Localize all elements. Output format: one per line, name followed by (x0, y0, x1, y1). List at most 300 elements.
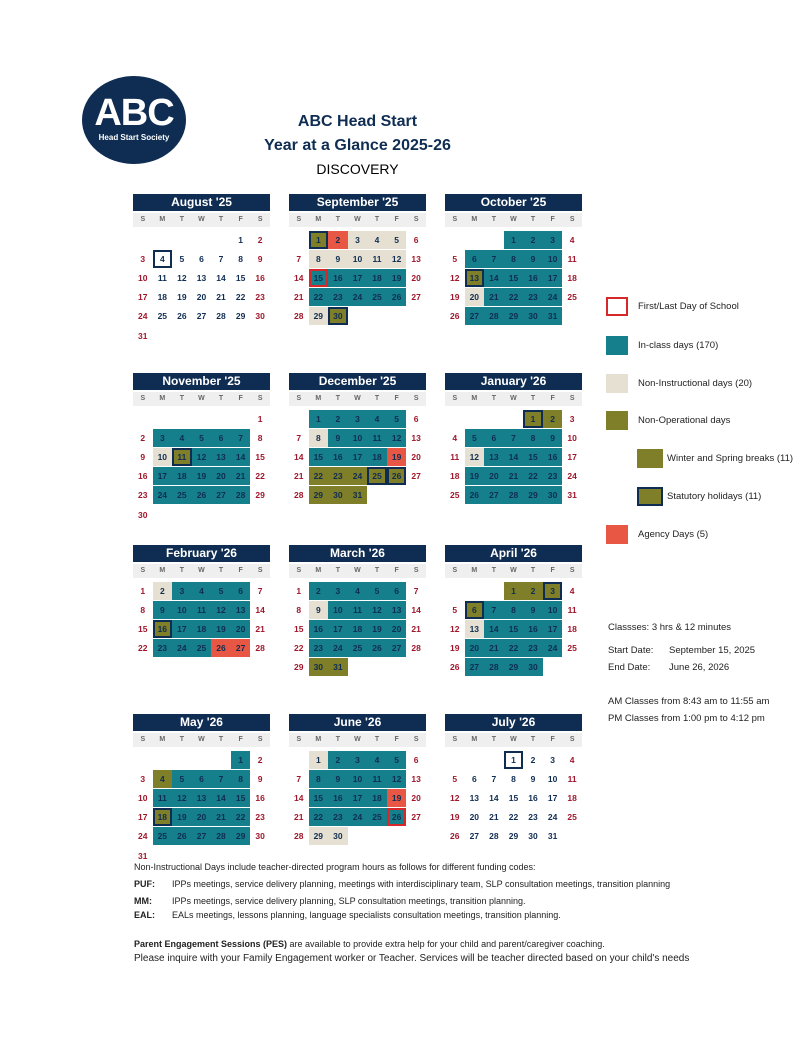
calendar-day: 23 (523, 639, 543, 657)
end-date-row (608, 662, 729, 673)
weekday-label: T (218, 567, 224, 574)
calendar-day: 31 (138, 330, 148, 341)
calendar-day: 23 (138, 490, 148, 501)
calendar-day: 25 (348, 639, 368, 657)
calendar-day: 6 (413, 235, 419, 245)
month-title: August '25 (133, 194, 270, 211)
weekday-label: M (159, 216, 166, 223)
calendar-day: 2 (309, 582, 329, 600)
calendar-day: 10 (547, 774, 558, 785)
calendar-day: 10 (348, 250, 368, 268)
weekday-label: W (354, 567, 361, 574)
calendar-day: 6 (413, 414, 419, 424)
calendar-day: 17 (348, 269, 368, 287)
weekday-header (133, 213, 270, 227)
calendar-day: 14 (211, 789, 231, 807)
calendar-day: 7 (484, 601, 504, 619)
calendar-day: 23 (328, 288, 348, 306)
calendar-day: 3 (153, 429, 173, 447)
calendar-day: 3 (543, 231, 563, 249)
calendar-day: 25 (450, 490, 460, 501)
calendar-day: 24 (138, 311, 148, 322)
day-grid (289, 751, 426, 865)
calendar-day: 26 (450, 662, 460, 673)
calendar-day: 1 (257, 414, 263, 424)
weekday-label: W (510, 736, 517, 743)
weekday-label: T (491, 736, 497, 743)
calendar-day: 12 (192, 448, 212, 466)
calendar-day: 30 (309, 658, 329, 676)
calendar-day: 20 (465, 639, 485, 657)
calendar-day: 8 (238, 254, 243, 265)
calendar-day: 11 (367, 250, 387, 268)
day-grid (289, 582, 426, 696)
calendar-day: 25 (567, 292, 577, 303)
legend-label: In-class days (170) (638, 340, 719, 351)
calendar-day: 30 (328, 307, 348, 325)
note-text: IPPs meetings, service delivery planning, meetings with interdisciplinary team, SLP consultation meetings, transition planning (172, 879, 671, 889)
start-date: September 15, 2025 (669, 645, 756, 656)
weekday-label: W (354, 216, 361, 223)
calendar-day: 15 (235, 273, 246, 284)
calendar-day: 17 (543, 269, 563, 287)
weekday-label: T (335, 736, 341, 743)
legend-label: Agency Days (5) (638, 529, 709, 540)
calendar-day: 17 (543, 620, 563, 638)
calendar-day: 25 (367, 467, 387, 485)
day-grid (445, 582, 582, 696)
calendar-day: 3 (328, 582, 348, 600)
calendar-day: 14 (216, 273, 226, 284)
calendar-day: 18 (192, 620, 212, 638)
calendar-day: 10 (348, 429, 368, 447)
calendar-day: 28 (489, 831, 499, 842)
end-date-label: End Date: (608, 662, 651, 673)
calendar-day: 25 (192, 639, 212, 657)
calendar-day: 10 (172, 601, 192, 619)
calendar-day: 19 (192, 467, 212, 485)
calendar-day: 18 (367, 448, 387, 466)
weekday-header (289, 733, 426, 747)
calendar-day: 17 (348, 448, 368, 466)
calendar-day: 9 (328, 770, 348, 788)
day-grid (445, 751, 582, 865)
note-text: IPPs meetings, service delivery planning, SLP consultation meetings, transition planning. (172, 896, 526, 906)
calendar-day: 21 (484, 639, 504, 657)
legend-swatch (606, 411, 628, 430)
calendar-day: 7 (211, 770, 231, 788)
calendar-day: 13 (211, 448, 231, 466)
calendar-day: 9 (530, 774, 536, 785)
pes-rest: are available to provide extra help for your child and parent/caregiver coaching. (287, 939, 605, 949)
calendar-day: 10 (138, 793, 148, 804)
calendar-day: 5 (179, 254, 185, 265)
calendar-day: 16 (523, 620, 543, 638)
calendar-day: 6 (484, 429, 504, 447)
calendar-day: 4 (569, 586, 575, 596)
calendar-day: 16 (138, 471, 148, 482)
calendar-day: 27 (196, 311, 207, 322)
calendar-day: 1 (309, 410, 329, 428)
calendar-day: 5 (387, 410, 407, 428)
calendar-day: 23 (309, 639, 329, 657)
calendar-day: 13 (465, 269, 485, 287)
calendar-day: 3 (172, 582, 192, 600)
calendar-day: 7 (296, 433, 302, 444)
legend-label: Winter and Spring breaks (11) (667, 453, 794, 464)
calendar-day: 19 (177, 292, 187, 303)
calendar-day: 27 (465, 658, 485, 676)
calendar-day: 11 (157, 273, 167, 284)
calendar-day: 9 (153, 601, 173, 619)
calendar-day: 1 (504, 582, 524, 600)
weekday-label: T (218, 736, 224, 743)
month-calendar (445, 714, 582, 865)
calendar-day: 9 (328, 429, 348, 447)
calendar-day: 13 (387, 601, 407, 619)
weekday-label: W (198, 736, 205, 743)
calendar-day: 26 (177, 311, 187, 322)
calendar-day: 14 (294, 793, 304, 804)
weekday-label: M (315, 216, 322, 223)
calendar-day: 11 (192, 601, 212, 619)
calendar-day: 14 (294, 452, 304, 463)
calendar-day: 8 (140, 605, 146, 616)
weekday-header (289, 564, 426, 578)
calendar-day: 28 (484, 658, 504, 676)
weekday-label: S (257, 216, 263, 223)
calendar-day: 26 (367, 639, 387, 657)
calendar-day: 3 (550, 755, 555, 765)
weekday-label: F (238, 395, 243, 402)
calendar-day: 30 (328, 827, 348, 845)
calendar-day: 22 (235, 292, 246, 303)
calendar-day: 4 (192, 582, 212, 600)
note-mm (134, 896, 526, 906)
weekday-label: F (550, 395, 555, 402)
calendar-day: 5 (211, 582, 231, 600)
weekday-label: W (354, 736, 361, 743)
calendar-day: 15 (309, 789, 329, 807)
calendar-day: 5 (192, 429, 212, 447)
calendar-day: 21 (504, 467, 524, 485)
calendar-day: 7 (231, 429, 251, 447)
calendar-day: 10 (348, 770, 368, 788)
calendar-day: 30 (523, 307, 543, 325)
calendar-day: 9 (257, 774, 263, 785)
calendar-day: 8 (309, 250, 329, 268)
calendar-day: 1 (238, 235, 243, 245)
weekday-label: S (413, 567, 419, 574)
calendar-day: 18 (567, 273, 577, 284)
calendar-day: 20 (469, 812, 480, 823)
calendar-day: 29 (231, 827, 251, 845)
calendar-day: 1 (523, 410, 543, 428)
calendar-day: 30 (523, 658, 543, 676)
calendar-day: 23 (523, 288, 543, 306)
note-eal (134, 910, 561, 920)
calendar-day: 23 (328, 808, 348, 826)
calendar-day: 5 (452, 774, 458, 785)
weekday-label: S (296, 567, 302, 574)
calendar-day: 11 (567, 774, 577, 785)
calendar-day: 27 (411, 812, 421, 823)
calendar-day: 24 (328, 639, 348, 657)
calendar-day: 19 (211, 620, 231, 638)
calendar-day: 28 (484, 307, 504, 325)
calendar-day: 15 (309, 448, 329, 466)
calendar-day: 8 (309, 429, 329, 447)
month-calendar (445, 194, 582, 345)
weekday-label: T (530, 567, 536, 574)
calendar-day: 27 (465, 307, 485, 325)
calendar-day: 22 (231, 808, 251, 826)
calendar-day: 24 (172, 639, 192, 657)
calendar-day: 24 (153, 486, 173, 504)
calendar-day: 5 (367, 582, 387, 600)
page-subtitle: DISCOVERY (316, 161, 399, 177)
calendar-day: 12 (211, 601, 231, 619)
weekday-label: F (550, 736, 555, 743)
weekday-label: S (257, 567, 263, 574)
calendar-day: 2 (328, 231, 348, 249)
calendar-day: 20 (211, 467, 231, 485)
calendar-day: 26 (450, 831, 460, 842)
calendar-day: 15 (504, 269, 524, 287)
calendar-day: 23 (528, 812, 538, 823)
calendar-day: 17 (172, 620, 192, 638)
month-title: January '26 (445, 373, 582, 390)
calendar-day: 11 (172, 448, 192, 466)
calendar-day: 8 (511, 774, 516, 785)
calendar-day: 9 (140, 452, 146, 463)
note-code: EAL: (134, 910, 155, 920)
calendar-day: 14 (484, 269, 504, 287)
weekday-label: M (471, 216, 478, 223)
calendar-day: 15 (231, 789, 251, 807)
calendar-day: 30 (255, 311, 265, 322)
weekday-header (445, 733, 582, 747)
calendar-day: 20 (196, 292, 207, 303)
weekday-label: M (315, 567, 322, 574)
calendar-day: 7 (484, 250, 504, 268)
day-grid (445, 231, 582, 345)
calendar-day: 11 (567, 605, 577, 616)
calendar-day: 20 (387, 620, 407, 638)
legend-label: Non-Operational days (638, 415, 731, 426)
calendar-day: 16 (309, 620, 329, 638)
calendar-day: 26 (211, 639, 231, 657)
calendar-day: 3 (140, 254, 146, 265)
weekday-header (445, 392, 582, 406)
calendar-day: 18 (348, 620, 368, 638)
calendar-day: 29 (508, 831, 519, 842)
weekday-label: S (452, 216, 458, 223)
calendar-day: 18 (567, 624, 577, 635)
calendar-day: 8 (257, 433, 263, 444)
calendar-day: 18 (567, 793, 577, 804)
month-calendar (133, 545, 270, 696)
calendar-day: 16 (255, 273, 265, 284)
weekday-label: S (257, 395, 263, 402)
calendar-day: 13 (192, 789, 212, 807)
calendar-day: 23 (255, 292, 265, 303)
calendar-day: 24 (348, 288, 368, 306)
legend-swatch (606, 336, 628, 355)
calendar-day: 24 (547, 812, 558, 823)
calendar-day: 28 (294, 490, 304, 501)
calendar-day: 29 (255, 490, 265, 501)
calendar-day: 6 (465, 250, 485, 268)
calendar-day: 30 (543, 486, 563, 504)
calendar-day: 14 (294, 273, 304, 284)
calendar-day: 14 (231, 448, 251, 466)
calendar-day: 31 (328, 658, 348, 676)
calendar-day: 28 (294, 311, 304, 322)
calendar-day: 24 (348, 808, 368, 826)
calendar-day: 12 (177, 273, 187, 284)
weekday-label: S (413, 395, 419, 402)
legend-swatch (606, 525, 628, 544)
calendar-day: 2 (257, 755, 263, 765)
calendar-day: 29 (504, 307, 524, 325)
calendar-day: 30 (255, 831, 265, 842)
calendar-day: 24 (543, 288, 563, 306)
calendar-day: 2 (153, 582, 173, 600)
weekday-label: W (510, 216, 517, 223)
calendar-day: 28 (504, 486, 524, 504)
calendar-day: 8 (231, 770, 251, 788)
calendar-day: 22 (523, 467, 543, 485)
day-grid (133, 231, 270, 345)
calendar-day: 13 (231, 601, 251, 619)
calendar-day: 16 (528, 793, 538, 804)
weekday-label: T (335, 395, 341, 402)
calendar-day: 4 (153, 770, 173, 788)
calendar-day: 4 (367, 410, 387, 428)
calendar-day: 19 (367, 620, 387, 638)
calendar-day: 7 (218, 254, 224, 265)
weekday-label: S (413, 216, 419, 223)
weekday-label: S (296, 395, 302, 402)
calendar-day: 7 (504, 429, 524, 447)
calendar-day: 9 (309, 601, 329, 619)
calendar-day: 14 (489, 793, 499, 804)
day-grid (133, 751, 270, 865)
calendar-day: 8 (504, 601, 524, 619)
weekday-label: M (471, 395, 478, 402)
logo-subtext: Head Start Society (98, 133, 170, 142)
month-calendar (445, 545, 582, 696)
weekday-label: S (296, 736, 302, 743)
calendar-day: 28 (255, 643, 265, 654)
month-calendar (289, 194, 426, 345)
month-title: May '26 (133, 714, 270, 731)
calendar-day: 22 (294, 643, 304, 654)
calendar-day: 16 (255, 793, 265, 804)
weekday-label: S (140, 395, 146, 402)
calendar-day: 21 (411, 624, 421, 635)
calendar-day: 3 (348, 410, 368, 428)
calendar-day: 20 (231, 620, 251, 638)
note-code: PUF: (134, 879, 155, 889)
calendar-day: 2 (257, 235, 263, 245)
day-grid (445, 410, 582, 524)
calendar-day: 9 (523, 601, 543, 619)
calendar-day: 2 (530, 755, 536, 765)
day-grid (133, 410, 270, 524)
calendar-day: 11 (348, 601, 368, 619)
weekday-header (445, 564, 582, 578)
calendar-day: 20 (192, 808, 212, 826)
calendar-day: 25 (567, 812, 577, 823)
month-title: April '26 (445, 545, 582, 562)
weekday-label: T (374, 736, 380, 743)
calendar-day: 26 (387, 467, 407, 485)
calendar-day: 1 (309, 231, 329, 249)
note-code: MM: (134, 896, 152, 906)
weekday-label: F (394, 395, 399, 402)
weekday-label: T (179, 395, 185, 402)
calendar-day: 13 (411, 254, 421, 265)
calendar-day: 9 (257, 254, 263, 265)
calendar-day: 10 (567, 433, 577, 444)
calendar-day: 3 (140, 774, 146, 785)
weekday-header (289, 392, 426, 406)
calendar-day: 22 (504, 288, 524, 306)
calendar-day: 28 (211, 827, 231, 845)
calendar-day: 6 (465, 601, 485, 619)
calendar-day: 1 (504, 751, 524, 769)
weekday-label: M (159, 395, 166, 402)
calendar-day: 22 (309, 288, 329, 306)
calendar-day: 17 (328, 620, 348, 638)
calendar-day: 16 (153, 620, 173, 638)
calendar-day: 20 (465, 288, 485, 306)
weekday-label: F (238, 567, 243, 574)
calendar-day: 21 (294, 292, 304, 303)
org-name: ABC Head Start (297, 113, 418, 130)
calendar-day: 31 (138, 850, 148, 861)
page-title: Year at a Glance 2025-26 (264, 137, 451, 154)
day-grid (289, 231, 426, 345)
calendar-day: 10 (543, 601, 563, 619)
calendar-day: 17 (153, 467, 173, 485)
calendar-day: 29 (294, 662, 304, 673)
calendar-day: 29 (309, 307, 329, 325)
weekday-label: F (394, 216, 399, 223)
legend-label: Non-Instructional days (20) (638, 378, 753, 389)
weekday-header (133, 564, 270, 578)
calendar-day: 4 (172, 429, 192, 447)
calendar-day: 12 (387, 250, 407, 268)
calendar-day: 19 (172, 808, 192, 826)
calendar-day: 23 (543, 467, 563, 485)
calendar-day: 4 (452, 433, 458, 444)
calendar-day: 8 (296, 605, 302, 616)
calendar-day: 6 (413, 755, 419, 765)
weekday-label: T (218, 395, 224, 402)
calendar-day: 5 (452, 605, 458, 616)
legend-swatch (606, 297, 628, 316)
weekday-label: M (159, 567, 166, 574)
calendar-day: 30 (528, 831, 538, 842)
calendar-day: 29 (523, 486, 543, 504)
calendar-day: 19 (450, 643, 460, 654)
weekday-label: S (413, 736, 419, 743)
calendar-day: 16 (328, 448, 348, 466)
weekday-label: T (335, 567, 341, 574)
